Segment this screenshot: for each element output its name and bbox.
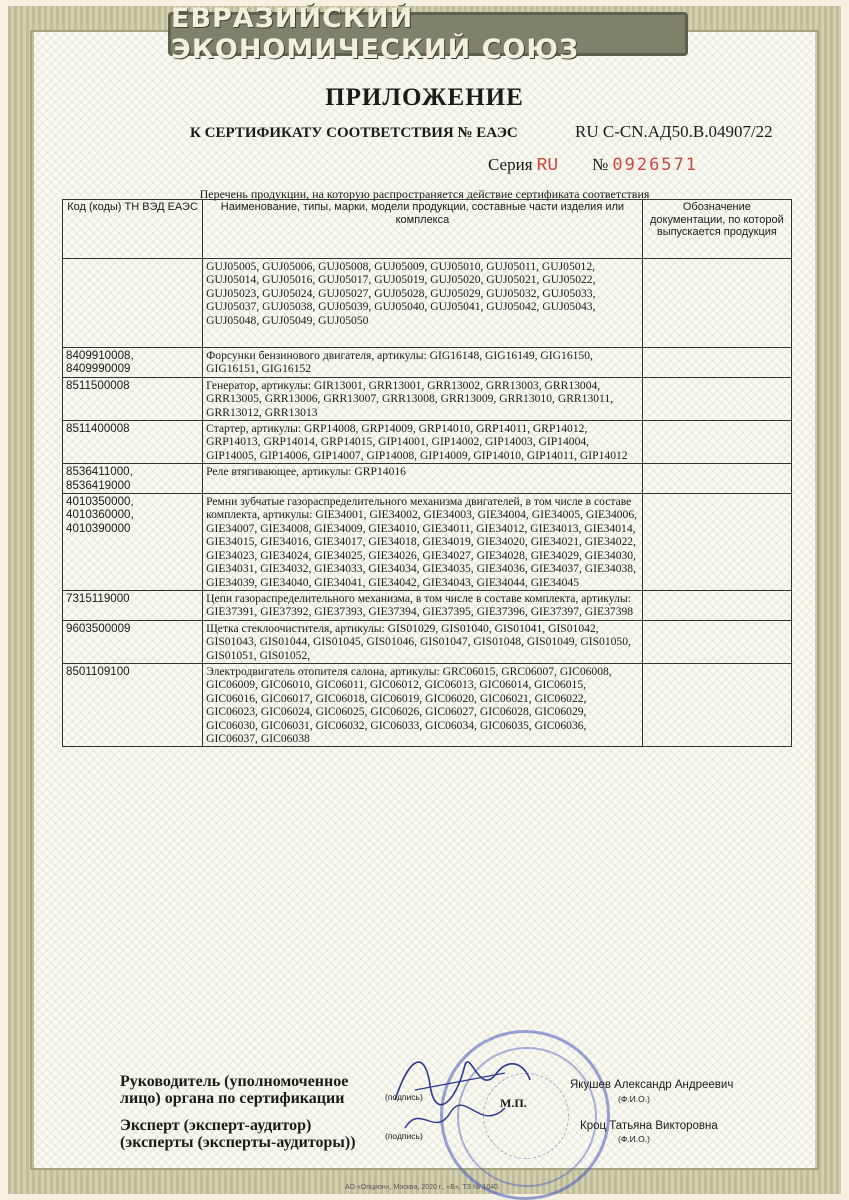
cell-code: 8536411000, 8536419000 [63, 464, 203, 494]
cell-name: Стартер, артикулы: GRP14008, GRP14009, GRP14010, GRP14011, GRP14012, GRP14013, GRP14014, GRP14015, GIP14001, GIP14002, GIP14003, GIP14004, GIP14005, GIP14006, GIP14007, GIP14008, GIP14009, GIP14010, GIP14011, GIP14012 [203, 421, 643, 464]
printer-info: АО «Опцион», Москва, 2020 г., «Б», ТЗ № 1040. [345, 1184, 500, 1191]
table-row [63, 590, 792, 620]
cell-doc [642, 464, 791, 494]
expert-label-line-2: (эксперты (эксперты-аудиторы)) [120, 1134, 356, 1151]
head-label-line-2: лицо) органа по сертификации [120, 1090, 345, 1107]
cell-code [63, 259, 203, 348]
cell-doc [642, 494, 791, 591]
header-code: Код (коды) ТН ВЭД ЕАЭС [63, 200, 203, 259]
table-row [63, 494, 792, 591]
union-banner [168, 3, 688, 65]
table-row [63, 620, 792, 663]
table-header-row [63, 200, 792, 259]
certificate-subtitle: К СЕРТИФИКАТУ СООТВЕТСТВИЯ № ЕАЭС [190, 125, 518, 141]
product-list-caption: Перечень продукции, на которую распространяется действие сертификата соответствия [199, 187, 650, 201]
expert-label-line-1: Эксперт (эксперт-аудитор) [120, 1117, 312, 1134]
cell-name: Ремни зубчатые газораспределительного механизма двигателей, в том числе в составе комплекта, артикулы: GIE34001, GIE34002, GIE34003, GIE34004, GIE34005, GIE34006, GIE34007, GIE34008, GIE34009, GIE34010, GIE34011, GIE34012, GIE34013, GIE34014, GIE34015, GIE34016, GIE34017, GIE34018, GIE34019, GIE34020, GIE34021, GIE34022, GIE34023, GIE34024, GIE34025, GIE34026, GIE34027, GIE34028, GIE34029, GIE34030, GIE34031, GIE34032, GIE34033, GIE34034, GIE34035, GIE34036, GIE34037, GIE34038, GIE34039, GIE34040, GIE34041, GIE34042, GIE34043, GIE34044, GIE34045 [203, 494, 643, 591]
cell-name: Цепи газораспределительного механизма, в том числе в составе комплекта, артикулы: GIE37391, GIE37392, GIE37393, GIE37394, GIE37395, GIE37396, GIE37397, GIE37398 [203, 590, 643, 620]
cell-doc [642, 590, 791, 620]
cell-code: 8511500008 [63, 377, 203, 420]
cell-code: 9603500009 [63, 620, 203, 663]
number-label: № [592, 155, 609, 174]
page-title: ПРИЛОЖЕНИЕ [325, 84, 524, 111]
cell-code: 8409910008, 8409990009 [63, 348, 203, 378]
head-label [120, 1073, 348, 1107]
table-row [63, 259, 792, 348]
table-row [63, 421, 792, 464]
cell-doc [642, 421, 791, 464]
series-label: Серия [488, 155, 533, 174]
series-code: RU [536, 156, 559, 176]
cell-name: Электродвигатель отопителя салона, артикулы: GRC06015, GRC06007, GIC06008, GIC06009, GIC06010, GIC06011, GIC06012, GIC06013, GIC06014, GIC06015, GIC06016, GIC06017, GIC06018, GIC06019, GIC06020, GIC06021, GIC06022, GIC06023, GIC06024, GIC06025, GIC06026, GIC06027, GIC06028, GIC06029, GIC06030, GIC06031, GIC06032, GIC06033, GIC06034, GIC06035, GIC06036, GIC06037, GIC06038 [203, 663, 643, 746]
head-name-caption: (Ф.И.О.) [618, 1094, 650, 1104]
certificate-number: RU C-CN.АД50.В.04907/22 [575, 122, 773, 141]
expert-name-caption: (Ф.И.О.) [618, 1134, 650, 1144]
cell-doc [642, 348, 791, 378]
expert-name: Кроц Татьяна Викторовна [580, 1120, 718, 1132]
expert-label [120, 1117, 356, 1151]
table-row [63, 348, 792, 378]
cell-doc [642, 620, 791, 663]
cell-code: 8501109100 [63, 663, 203, 746]
cell-name: Форсунки бензинового двигателя, артикулы: GIG16148, GIG16149, GIG16150, GIG16151, GIG16152 [203, 348, 643, 378]
expert-sign-caption: (подпись) [385, 1131, 423, 1141]
header-doc: Обозначение документации, по которой выпускается продукция [642, 200, 791, 259]
header-name: Наименование, типы, марки, модели продукции, составные части изделия или комплекса [203, 200, 643, 259]
table-row [63, 464, 792, 494]
cell-doc [642, 377, 791, 420]
cell-doc [642, 259, 791, 348]
seal-place-label: М.П. [500, 1096, 527, 1110]
product-table [62, 199, 792, 747]
cell-name: Реле втягивающее, артикулы: GRP14016 [203, 464, 643, 494]
table-row [63, 377, 792, 420]
blank-number: 0926571 [612, 155, 699, 175]
cell-name: Генератор, артикулы: GIR13001, GRR13001, GRR13002, GRR13003, GRR13004, GRR13005, GRR13006, GRR13007, GRR13008, GRR13009, GRR13010, GRR13011, GRR13012, GRR13013 [203, 377, 643, 420]
cell-code: 7315119000 [63, 590, 203, 620]
cell-doc [642, 663, 791, 746]
cell-code: 4010350000, 4010360000, 4010390000 [63, 494, 203, 591]
head-name: Якушев Александр Андреевич [570, 1079, 734, 1091]
banner-text: ЕВРАЗИЙСКИЙ ЭКОНОМИЧЕСКИЙ СОЮЗ [171, 3, 580, 65]
cell-code: 8511400008 [63, 421, 203, 464]
cell-name: Щетка стеклоочистителя, артикулы: GIS01029, GIS01040, GIS01041, GIS01042, GIS01043, GIS01044, GIS01045, GIS01046, GIS01047, GIS01048, GIS01049, GIS01050, GIS01051, GIS01052, [203, 620, 643, 663]
series-row [488, 155, 698, 176]
head-sign-caption: (подпись) [385, 1092, 423, 1102]
table-row [63, 663, 792, 746]
head-label-line-1: Руководитель (уполномоченное [120, 1073, 349, 1090]
cell-name: GUJ05005, GUJ05006, GUJ05008, GUJ05009, GUJ05010, GUJ05011, GUJ05012, GUJ05014, GUJ05016, GUJ05017, GUJ05019, GUJ05020, GUJ05021, GUJ05022, GUJ05023, GUJ05024, GUJ05027, GUJ05028, GUJ05029, GUJ05032, GUJ05033, GUJ05037, GUJ05038, GUJ05039, GUJ05040, GUJ05041, GUJ05042, GUJ05043, GUJ05048, GUJ05049, GUJ05050 [203, 259, 643, 348]
